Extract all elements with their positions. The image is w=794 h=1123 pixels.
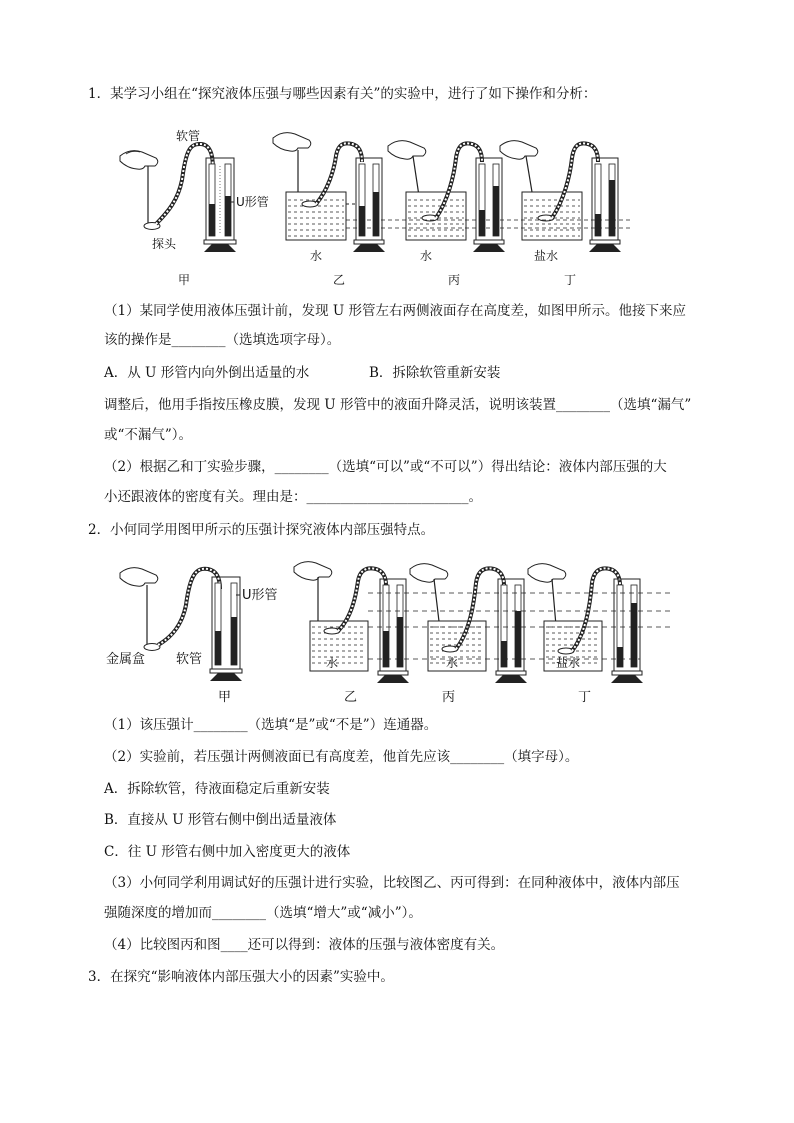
q1-liquid-yi: 水 [310,249,323,263]
q2-part4: （4）比较图丙和图____还可以得到：液体的压强与液体密度有关。 [104,937,505,953]
q1-caption-yi: 乙 [333,273,346,287]
q2-panel-yi-apparatus [294,562,409,683]
q1-part1-line2: 该的操作是________（选填选项字母）。 [104,332,341,348]
q1-option-b: B．拆除软管重新安装 [369,365,501,381]
q2-part3-line1: （3）小何同学利用调试好的压强计进行实验，比较图乙、丙可得到：在同种液体中，液体内部压 [104,875,680,891]
q1-label-u-tube: U形管 [236,195,269,209]
q1-panel-jia-apparatus [120,129,269,252]
q1-liquid-bing: 水 [420,249,433,263]
q1-part1-line4: 或“不漏气”）。 [104,427,193,443]
q1-label-tube: 软管 [176,129,201,143]
q1-figure [108,120,758,290]
q2-liquid-bing: 水 [446,656,459,670]
q2-caption-ding: 丁 [578,690,592,705]
q1-caption-bing: 丙 [448,273,461,287]
q2-caption-bing: 丙 [442,690,456,705]
q1-option-a: A．从 U 形管内向外倒出适量的水 [104,365,310,381]
q1-caption-jia: 甲 [178,273,191,287]
q2-label-tube: 软管 [176,652,203,667]
q2-caption-jia: 甲 [218,690,232,705]
q2-liquid-yi: 水 [326,656,339,670]
q2-caption-yi: 乙 [344,690,358,705]
q2-part1: （1）该压强计________（选填“是”或“不是”）连通器。 [104,717,438,733]
q2-figure [100,555,700,707]
q2-stem: 2．小何同学用图甲所示的压强计探究液体内部压强特点。 [88,522,435,538]
q2-label-box: 金属盒 [106,652,146,667]
q2-label-u-tube: U形管 [242,588,278,603]
q1-part1-line3: 调整后，他用手指按压橡皮膜，发现 U 形管中的液面升降灵活，说明该装置________（选填“漏气” [104,397,692,413]
q2-option-c: C．往 U 形管右侧中加入密度更大的液体 [104,844,351,860]
q1-stem: 1．某学习小组在“探究液体压强与哪些因素有关”的实验中，进行了如下操作和分析： [88,86,597,102]
q2-option-a: A．拆除软管，待液面稳定后重新安装 [104,781,330,797]
q1-caption-ding: 丁 [564,273,577,287]
q1-part2-line2: 小还跟液体的密度有关。理由是：________________________。 [104,489,482,505]
q2-part3-line2: 强随深度的增加而________（选填“增大”或“减小”）。 [104,905,422,921]
q1-part2-line1: （2）根据乙和丁实验步骤，________（选填“可以”或“不可以”）得出结论：液体内部压强的大 [104,459,667,475]
q1-part1-line1: （1）某同学使用液体压强计前，发现 U 形管左右两侧液面存在高度差，如图甲所示。他接下来应 [104,303,687,319]
q3-stem: 3．在探究“影响液体内部压强大小的因素”实验中。 [88,969,394,985]
q2-option-b: B．直接从 U 形管右侧中倒出适量液体 [104,812,337,828]
q1-panel-ding-apparatus [500,141,621,263]
q1-liquid-ding: 盐水 [534,249,559,263]
q1-label-probe: 探头 [152,237,177,251]
q2-panel-ding-apparatus [528,564,643,683]
q2-panel-bing-apparatus [410,564,527,683]
q1-panel-yi-apparatus [273,133,385,263]
q2-panel-jia-apparatus [106,568,278,681]
q2-liquid-ding: 盐水 [556,656,581,670]
q1-panel-bing-apparatus [388,141,505,263]
q2-part2: （2）实验前，若压强计两侧液面已有高度差，他首先应该________（填字母）。 [104,749,579,765]
